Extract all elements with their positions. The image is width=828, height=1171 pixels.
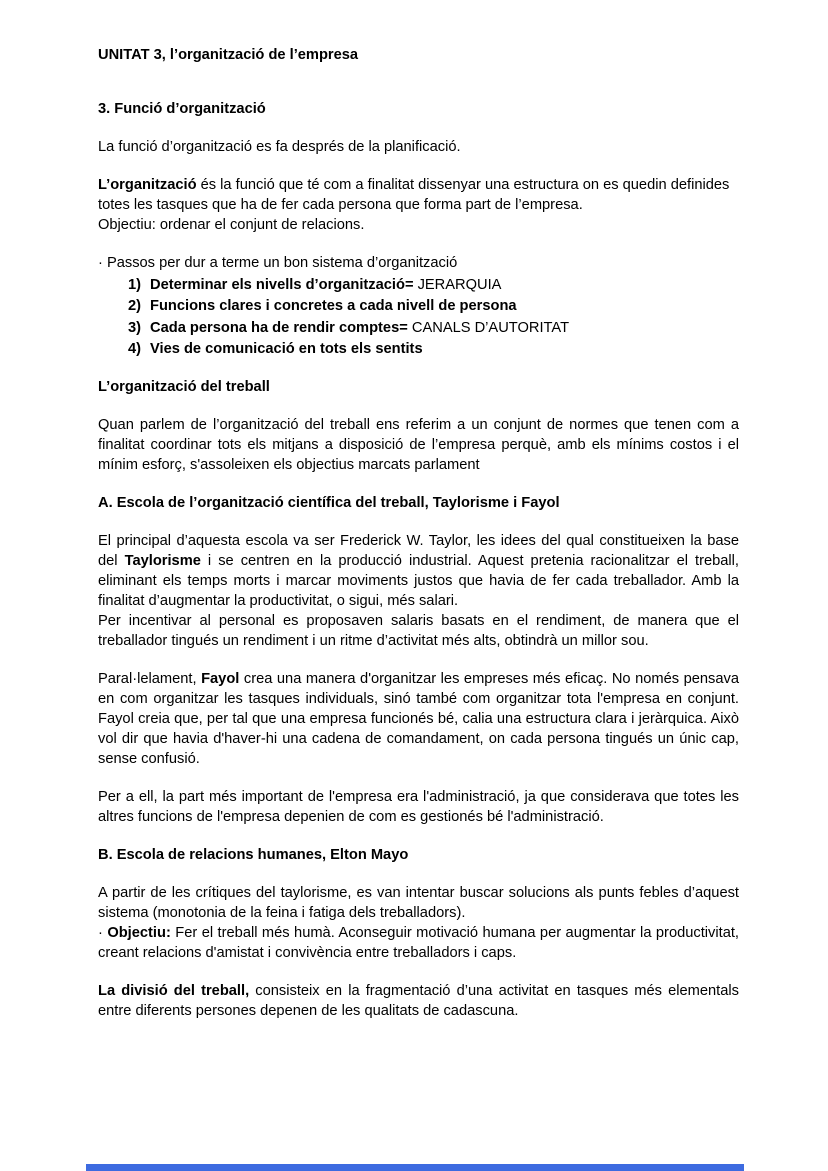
text-run: 3. Funció d’organització	[98, 101, 266, 117]
term-fayol: Fayol	[201, 671, 240, 687]
text-run: B. Escola de relacions humanes, Elton Mayo	[98, 847, 409, 863]
heading-escola-a	[98, 493, 739, 513]
text-run: UNITAT 3, l’organització de l’empresa	[98, 47, 359, 63]
doc-title	[98, 45, 739, 65]
text-run: El principal d’aquesta escola va ser Frederick W. Taylor, les idees del qual constitueixen la base del	[98, 533, 739, 569]
text-run: L’organització del treball	[98, 379, 270, 395]
heading-organitzacio-treball	[98, 377, 739, 397]
heading-funcio-organitzacio	[98, 99, 739, 119]
para-fayol	[98, 669, 739, 769]
list-item	[98, 318, 739, 338]
para-taylor-2: Per incentivar al personal es proposaven salaris basats en el rendiment, de manera que el treballador tingués un rendiment i un ritme d’activitat més alts, obtindrà un millor sou.	[98, 613, 739, 649]
para-mayo: A partir de les crítiques del taylorisme, es van intentar buscar solucions als punts febles d’aquest sistema (monotonia de la feina i fatiga dels treballadors).	[98, 885, 739, 921]
para-taylor-1	[98, 531, 739, 611]
text-run: Vies de comunicació en tots els sentits	[150, 341, 423, 357]
text-run: JERARQUIA	[413, 276, 502, 293]
text-run: CANALS D’AUTORITAT	[407, 319, 570, 336]
para-objectiu	[98, 923, 739, 963]
term-organitzacio: L’organització	[98, 177, 197, 193]
text-run: crea una manera d'organitzar les empreses més eficaç. No només pensava en com organitzar les tasques individuals, sinó també com organitzar tota l'empresa en conjunt. Fayol creia que, per tal que una empresa funcionés bé, calia una estructura clara i jeràrquica. Això vol dir que havia d'haver-hi una cadena de comandament, on cada persona tingués un únic cap, sense confusió.	[98, 671, 739, 767]
text-run: i se centren en la producció industrial. Aquest pretenia racionalitzar el treball, eliminant els temps morts i marcar moviments justos que havia de fer cada treballador. Amb la finalitat d’augmentar la productivitat, o sigui, més salari.	[98, 553, 739, 609]
bullet-dot: ·	[98, 925, 108, 941]
list-number: 3)	[128, 319, 142, 336]
list-item	[98, 296, 739, 316]
list-number: 2)	[128, 298, 142, 314]
text-run: Cada persona ha de rendir comptes=	[150, 319, 408, 336]
text-run: Paral·lelament,	[98, 671, 202, 687]
para-divisio-treball	[98, 981, 739, 1021]
para-organitzacio-treball: Quan parlem de l’organització del treball ens referim a un conjunt de normes que tenen com a finalitat coordinar tots els mitjans a disposició de l’empresa perquè, amb els mínims costos i el mínim esforç, s'assoleixen els objectius marcats parlament	[98, 417, 739, 473]
term-taylorisme: Taylorisme	[124, 553, 201, 569]
text-run: Objectiu: ordenar el conjunt de relacions.	[98, 217, 365, 233]
text-run: Funcions clares i concretes a cada nivell de persona	[150, 298, 517, 314]
term-objectiu: Objectiu:	[107, 925, 171, 941]
text-run: Fer el treball més humà. Aconseguir motivació humana per augmentar la productivitat, creant relacions d'amistat i convivència entre treballadors i caps.	[98, 925, 739, 961]
steps-list	[98, 275, 739, 360]
list-number: 1)	[128, 276, 142, 293]
list-item	[98, 339, 739, 359]
para-organitzacio-definicio	[98, 175, 739, 235]
text-run: consisteix en la fragmentació d’una activitat en tasques més elementals entre diferents persones depenen de les qualitats de cadascuna.	[98, 983, 739, 1019]
text-run: A. Escola de l’organització científica del treball, Taylorisme i Fayol	[98, 495, 560, 511]
para-planificacio: La funció d’organització es fa després de la planificació.	[98, 139, 461, 155]
cutoff-table-bar	[86, 1164, 744, 1171]
text-run: Determinar els nivells d’organització=	[150, 276, 414, 293]
list-item	[98, 275, 739, 295]
list-number: 4)	[128, 341, 142, 357]
text-run: és la funció que té com a finalitat dissenyar una estructura on es quedin definides totes les tasques que ha de fer cada persona que forma part de l’empresa.	[98, 177, 730, 213]
term-divisio-treball: La divisió del treball,	[98, 983, 250, 999]
para-fayol-administracio: Per a ell, la part més important de l'empresa era l'administració, ja que considerava que totes les altres funcions de l'empresa depenien de com es gestionés bé l'administració.	[98, 789, 739, 825]
bullet-passos: · Passos per dur a terme un bon sistema d’organització	[98, 255, 458, 271]
heading-escola-b	[98, 845, 739, 865]
